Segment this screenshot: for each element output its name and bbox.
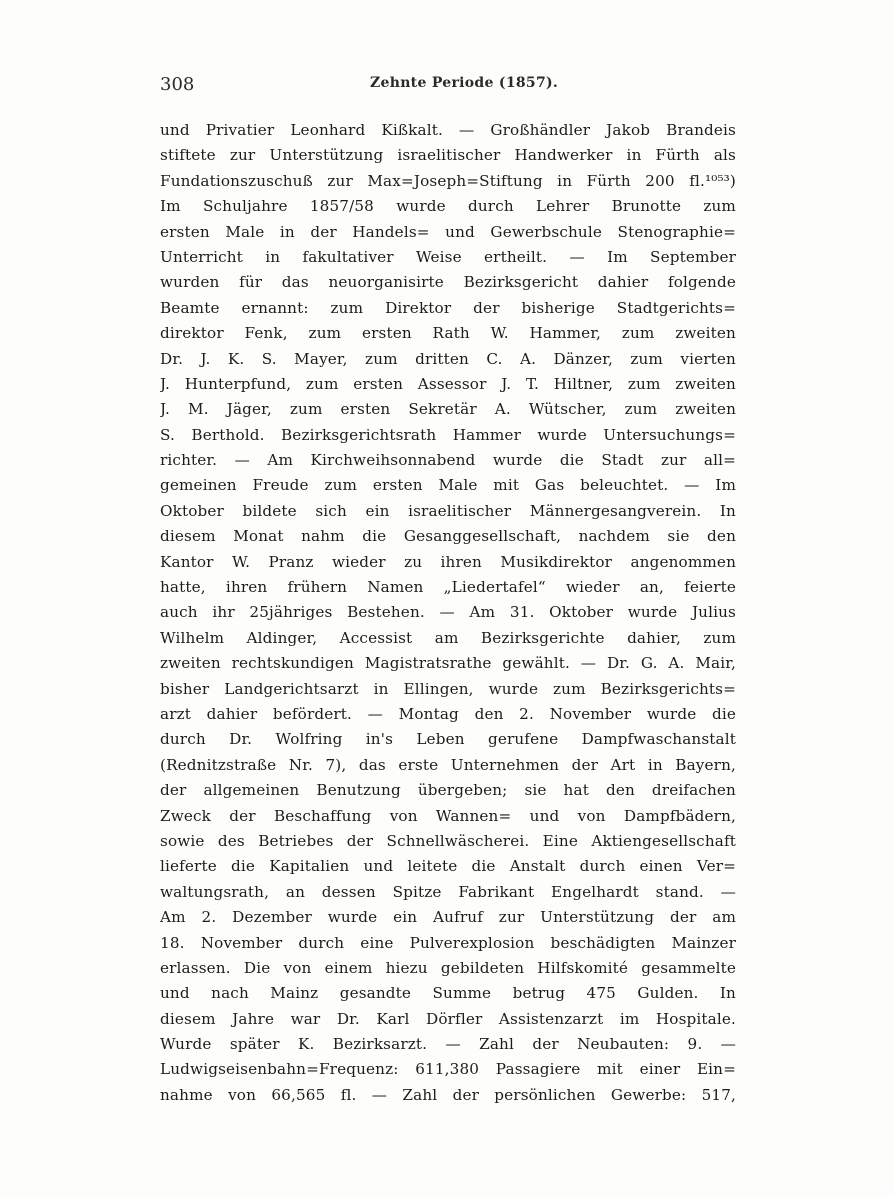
page-number: 308 [160,74,195,95]
text-line: gemeinen Freude zum ersten Male mit Gas beleuchtet. — Im [160,476,736,495]
text-line: Unterricht in fakultativer Weise ertheilt. — Im September [160,247,736,266]
text-line: direktor Fenk, zum ersten Rath W. Hammer, zum zweiten [160,324,736,343]
text-line: und nach Mainz gesandte Summe betrug 475 Gulden. In [160,984,736,1003]
text-line: diesem Jahre war Dr. Karl Dörfler Assistenzarzt im Hospitale. [160,1009,736,1028]
text-line: Dr. J. K. S. Mayer, zum dritten C. A. Dänzer, zum vierten [160,349,736,368]
text-line: durch Dr. Wolfring in's Leben gerufene Dampfwaschanstalt [160,730,736,749]
text-line: sowie des Betriebes der Schnellwäscherei. Eine Aktiengesellschaft [160,831,736,850]
text-line: der allgemeinen Benutzung übergeben; sie hat den dreifachen [160,781,736,800]
text-line: ersten Male in der Handels= und Gewerbschule Stenographie= [160,222,736,241]
running-head: Zehnte Periode (1857). [370,75,559,91]
text-line: nahme von 66,565 fl. — Zahl der persönlichen Gewerbe: 517, [160,1085,736,1104]
body-text [160,118,736,1108]
text-line: 18. November durch eine Pulverexplosion beschädigten Mainzer [160,933,736,952]
text-line: richter. — Am Kirchweihsonnabend wurde die Stadt zur all= [160,451,736,470]
text-line: hatte, ihren frühern Namen „Liedertafel“ wieder an, feierte [160,578,736,597]
text-line: Wurde später K. Bezirksarzt. — Zahl der Neubauten: 9. — [160,1035,736,1054]
text-line: Beamte ernannt: zum Direktor der bisherige Stadtgerichts= [160,298,736,317]
text-line: S. Berthold. Bezirksgerichtsrath Hammer wurde Untersuchungs= [160,425,736,444]
text-line: wurden für das neuorganisirte Bezirksgericht dahier folgende [160,273,736,292]
text-line: Fundationszuschuß zur Max=Joseph=Stiftung in Fürth 200 fl.¹⁰⁵³) [160,171,736,190]
text-line: stiftete zur Unterstützung israelitischer Handwerker in Fürth als [160,146,736,165]
text-line: Kantor W. Pranz wieder zu ihren Musikdirektor angenommen [160,552,736,571]
text-line: arzt dahier befördert. — Montag den 2. November wurde die [160,704,736,723]
text-line: bisher Landgerichtsarzt in Ellingen, wurde zum Bezirksgerichts= [160,679,736,698]
page-header [160,74,736,104]
text-line: auch ihr 25jähriges Bestehen. — Am 31. Oktober wurde Julius [160,603,736,622]
text-line: lieferte die Kapitalien und leitete die Anstalt durch einen Ver= [160,857,736,876]
text-line: J. Hunterpfund, zum ersten Assessor J. T. Hiltner, zum zweiten [160,374,736,393]
text-line: erlassen. Die von einem hiezu gebildeten Hilfskomité gesammelte [160,958,736,977]
text-line: diesem Monat nahm die Gesanggesellschaft, nachdem sie den [160,527,736,546]
text-line: (Rednitzstraße Nr. 7), das erste Unternehmen der Art in Bayern, [160,755,736,774]
text-line: Ludwigseisenbahn=Frequenz: 611,380 Passagiere mit einer Ein= [160,1060,736,1079]
text-line: Wilhelm Aldinger, Accessist am Bezirksgerichte dahier, zum [160,628,736,647]
text-line: Oktober bildete sich ein israelitischer Männergesangverein. In [160,501,736,520]
text-line: Im Schuljahre 1857/58 wurde durch Lehrer Brunotte zum [160,197,736,216]
text-line: Zweck der Beschaffung von Wannen= und von Dampfbädern, [160,806,736,825]
text-line: waltungsrath, an dessen Spitze Fabrikant Engelhardt stand. — [160,882,736,901]
text-line: und Privatier Leonhard Kißkalt. — Großhändler Jakob Brandeis [160,121,736,139]
text-line: Am 2. Dezember wurde ein Aufruf zur Unterstützung der am [160,908,736,927]
text-line: J. M. Jäger, zum ersten Sekretär A. Wütscher, zum zweiten [160,400,736,419]
text-line: zweiten rechtskundigen Magistratsrathe gewählt. — Dr. G. A. Mair, [160,654,736,673]
